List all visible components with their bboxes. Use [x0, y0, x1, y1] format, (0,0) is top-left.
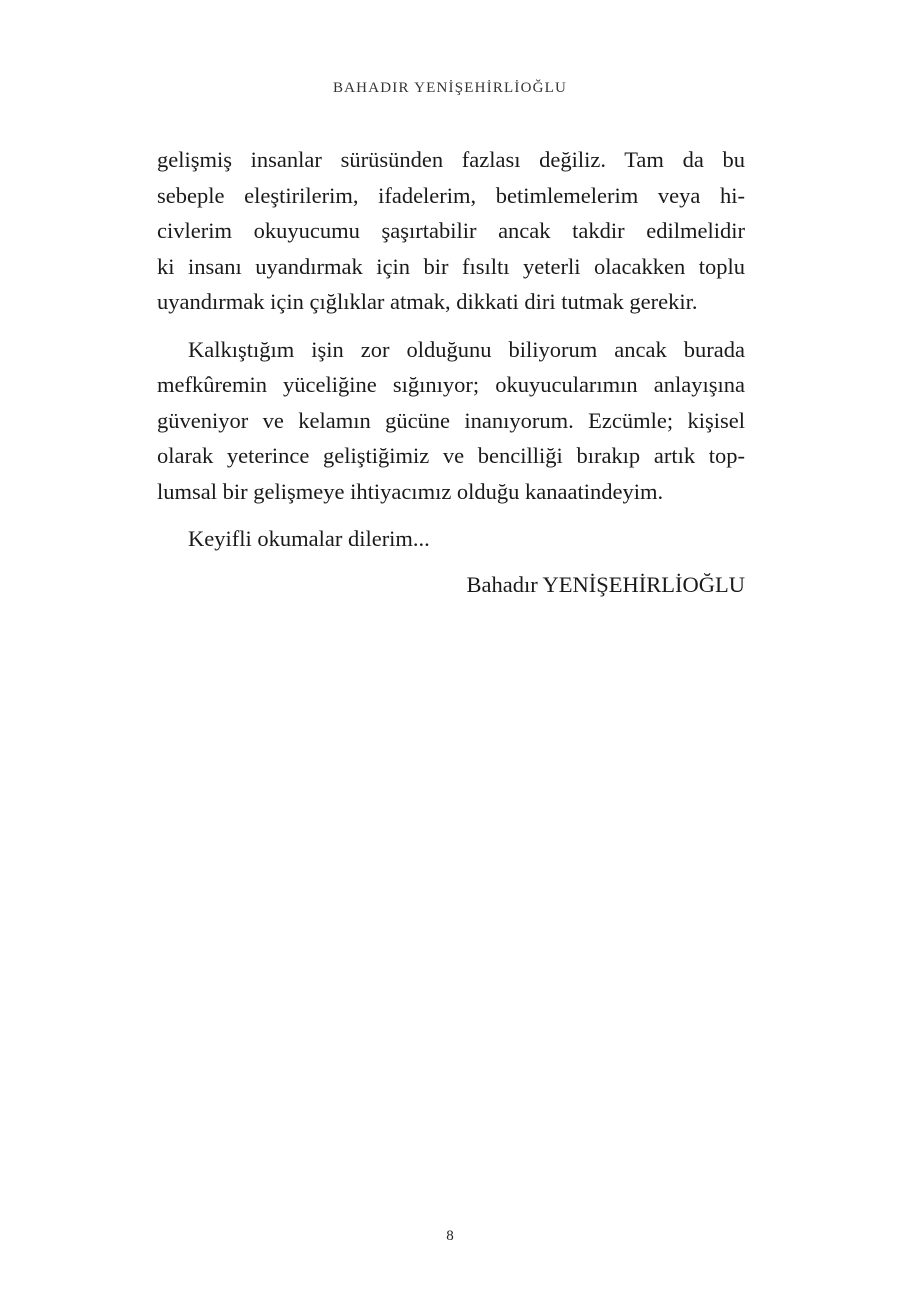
paragraph-1	[157, 142, 745, 320]
text-line: gelişmiş insanlar sürüsünden fazlası değiliz. Tam da bu	[157, 147, 745, 172]
text-line: civlerim okuyucumu şaşırtabilir ancak takdir edilmelidir	[157, 218, 745, 243]
text-line: lumsal bir gelişmeye ihtiyacımız olduğu kanaatindeyim.	[157, 478, 664, 504]
text-line: sebeple eleştirilerim, ifadelerim, betimlemelerim veya hi-	[157, 182, 745, 208]
text-line: güveniyor ve kelamın gücüne inanıyorum. Ezcümle; kişisel	[157, 407, 745, 433]
closing-line: Keyifli okumalar dilerim...	[188, 526, 430, 551]
running-header: BAHADIR YENİŞEHİRLİOĞLU	[332, 80, 568, 96]
paragraph-2	[157, 332, 745, 510]
body-text	[157, 142, 745, 602]
text-line: ki insanı uyandırmak için bir fısıltı yeterli olacakken toplu	[157, 253, 745, 279]
page-number: 8	[446, 1228, 454, 1244]
text-line: olarak yeterince geliştiğimiz ve bencilliği bırakıp artık top-	[157, 443, 745, 468]
closing-paragraph	[157, 521, 745, 557]
text-line: Kalkıştığım işin zor olduğunu biliyorum ancak burada	[188, 336, 745, 362]
text-line: uyandırmak için çığlıklar atmak, dikkati diri tutmak gerekir.	[157, 289, 698, 314]
text-line: mefkûremin yüceliğine sığınıyor; okuyucularımın anlayışına	[157, 372, 745, 397]
author-signature: Bahadır YENİŞEHİRLİOĞLU	[466, 571, 745, 597]
